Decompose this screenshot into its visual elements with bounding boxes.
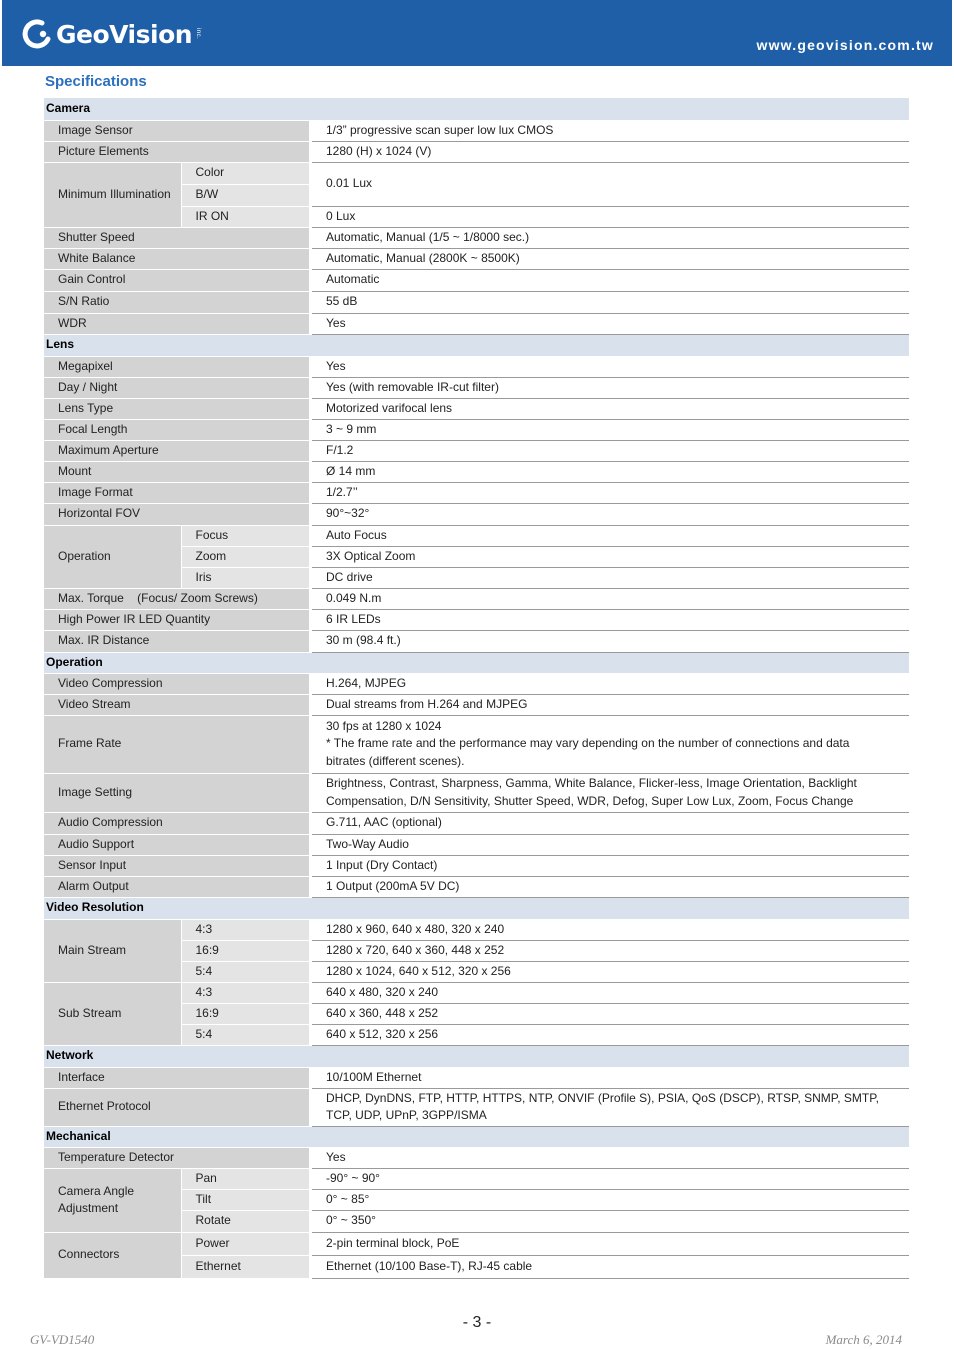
spec-label: Lens Type (44, 398, 309, 419)
table-row (44, 313, 909, 334)
spec-value: G.711, AAC (optional) (312, 812, 909, 834)
footer-date: March 6, 2014 (825, 1332, 902, 1347)
table-row (44, 356, 909, 377)
spec-value: Motorized varifocal lens (312, 398, 909, 419)
frame-rate-line-2: * The frame rate and the performance may vary depending on the number of connections and data bitrates (different scenes). (326, 736, 850, 768)
spec-value: 10/100M Ethernet (312, 1067, 909, 1088)
spec-label: Camera Angle Adjustment (44, 1168, 181, 1232)
category-mechanical: Mechanical (44, 1126, 909, 1147)
spec-value: 640 x 360, 448 x 252 (312, 1003, 909, 1024)
spec-label: Alarm Output (44, 876, 309, 897)
table-row (44, 141, 909, 162)
spec-label: Video Compression (44, 673, 309, 694)
table-row (44, 269, 909, 291)
table-row (44, 1232, 909, 1255)
table-row (44, 1147, 909, 1168)
spec-sublabel: 16:9 (181, 1003, 309, 1024)
table-row (44, 694, 909, 715)
spec-label: Mount (44, 461, 309, 482)
spec-value: Yes (312, 313, 909, 334)
spec-label: Focal Length (44, 419, 309, 440)
category-operation: Operation (44, 652, 909, 673)
table-row (44, 855, 909, 876)
spec-value: 640 x 512, 320 x 256 (312, 1024, 909, 1045)
table-row (44, 120, 909, 141)
spec-value: DHCP, DynDNS, FTP, HTTP, HTTPS, NTP, ONVIF (Profile S), PSIA, QoS (DSCP), RTSP, SNMP, SMTP, TCP, UDP, UPnP, 3GPP/ISMA (312, 1088, 909, 1126)
spec-value: DC drive (312, 567, 909, 588)
table-row (44, 525, 909, 546)
spec-sublabel: Zoom (181, 546, 309, 567)
spec-value: Dual streams from H.264 and MJPEG (312, 694, 909, 715)
spec-label: Day / Night (44, 377, 309, 398)
spec-label: White Balance (44, 248, 309, 269)
footer-model: GV-VD1540 (30, 1332, 95, 1347)
spec-value: Auto Focus (312, 525, 909, 546)
table-row (44, 503, 909, 525)
spec-label: Ethernet Protocol (44, 1088, 309, 1126)
spec-sublabel: Focus (181, 525, 309, 546)
spec-label: WDR (44, 313, 309, 334)
category-camera: Camera (44, 98, 909, 120)
page-title: Specifications (45, 73, 147, 90)
table-row (44, 588, 909, 609)
spec-value: Automatic (312, 269, 909, 291)
table-row (44, 982, 909, 1003)
table-row (44, 1088, 909, 1126)
table-row (44, 919, 909, 940)
table-row (44, 715, 909, 773)
spec-label: Interface (44, 1067, 309, 1088)
spec-value: Brightness, Contrast, Sharpness, Gamma, White Balance, Flicker-less, Image Orientation, Backlight Compensation, D/N Sensitivity, Shutter Speed, WDR, Defog, Super Low Lux, Zoom, Focus Change (312, 773, 909, 812)
table-row (44, 227, 909, 248)
table-row (44, 834, 909, 855)
category-network: Network (44, 1045, 909, 1067)
spec-value: 0° ~ 350° (312, 1210, 909, 1232)
spec-sublabel: 5:4 (181, 1024, 309, 1045)
spec-sublabel: 4:3 (181, 982, 309, 1003)
spec-label: Image Sensor (44, 120, 309, 141)
spec-label: Audio Compression (44, 812, 309, 834)
spec-value: Automatic, Manual (1/5 ~ 1/8000 sec.) (312, 227, 909, 248)
spec-label: Main Stream (44, 919, 181, 982)
spec-value: 1280 x 960, 640 x 480, 320 x 240 (312, 919, 909, 940)
spec-label: Max. IR Distance (44, 630, 309, 652)
spec-label: Audio Support (44, 834, 309, 855)
table-row (44, 1067, 909, 1088)
table-row (44, 162, 909, 184)
spec-label: Max. Torque (Focus/ Zoom Screws) (44, 588, 309, 609)
table-row (44, 248, 909, 269)
table-row (44, 812, 909, 834)
spec-value: Two-Way Audio (312, 834, 909, 855)
spec-value: 0.049 N.m (312, 588, 909, 609)
table-row (44, 609, 909, 630)
table-row (44, 876, 909, 897)
geovision-logo (20, 14, 201, 54)
spec-label: S/N Ratio (44, 291, 309, 313)
frame-rate-line-1: 30 fps at 1280 x 1024 (326, 718, 442, 733)
spec-value: -90° ~ 90° (312, 1168, 909, 1189)
spec-value: 1 Input (Dry Contact) (312, 855, 909, 876)
category-lens: Lens (44, 334, 909, 356)
brand-name: GeoVision (56, 19, 193, 49)
page-number: - 3 - (462, 1314, 492, 1331)
table-row (44, 482, 909, 503)
category-row (44, 98, 909, 120)
spec-label: Operation (44, 525, 181, 588)
spec-value: 3X Optical Zoom (312, 546, 909, 567)
spec-label: Image Setting (44, 773, 309, 812)
spec-sublabel: IR ON (181, 206, 309, 227)
spec-value: H.264, MJPEG (312, 673, 909, 694)
spec-value: 0° ~ 85° (312, 1189, 909, 1210)
spec-value: Yes (with removable IR-cut filter) (312, 377, 909, 398)
spec-value: 0 Lux (312, 206, 909, 227)
spec-value: 1280 x 720, 640 x 360, 448 x 252 (312, 940, 909, 961)
table-row (44, 461, 909, 482)
table-row (44, 773, 909, 812)
spec-value: Ø 14 mm (312, 461, 909, 482)
spec-value: Automatic, Manual (2800K ~ 8500K) (312, 248, 909, 269)
spec-value: 30 m (98.4 ft.) (312, 630, 909, 652)
spec-value: 1280 (H) x 1024 (V) (312, 141, 909, 162)
spec-sublabel: Color (181, 162, 309, 184)
spec-value: 640 x 480, 320 x 240 (312, 982, 909, 1003)
spec-sublabel: Ethernet (181, 1255, 309, 1278)
spec-sublabel: Pan (181, 1168, 309, 1189)
header-bar (2, 0, 952, 66)
spec-value: 0.01 Lux (312, 162, 909, 206)
spec-value: 1/2.7’’ (312, 482, 909, 503)
spec-value: 90°~32° (312, 503, 909, 525)
table-row (44, 419, 909, 440)
table-row (44, 377, 909, 398)
spec-label: Video Stream (44, 694, 309, 715)
table-row (44, 1168, 909, 1189)
spec-value: 1/3” progressive scan super low lux CMOS (312, 120, 909, 141)
table-row (44, 398, 909, 419)
geovision-logo-icon (20, 17, 54, 51)
spec-sublabel: Rotate (181, 1210, 309, 1232)
spec-label: Picture Elements (44, 141, 309, 162)
table-row (44, 440, 909, 461)
spec-value: 3 ~ 9 mm (312, 419, 909, 440)
table-row (44, 630, 909, 652)
brand-suffix: inc. (195, 28, 202, 40)
table-row (44, 291, 909, 313)
website-url[interactable]: www.geovision.com.tw (756, 37, 934, 53)
category-row (44, 652, 909, 673)
spec-value: 55 dB (312, 291, 909, 313)
spec-label: Sensor Input (44, 855, 309, 876)
spec-sublabel: Tilt (181, 1189, 309, 1210)
spec-sublabel: 4:3 (181, 919, 309, 940)
spec-label: Connectors (44, 1232, 181, 1278)
spec-label: Gain Control (44, 269, 309, 291)
category-row (44, 1126, 909, 1147)
spec-value: 1 Output (200mA 5V DC) (312, 876, 909, 897)
spec-value: 1280 x 1024, 640 x 512, 320 x 256 (312, 961, 909, 982)
spec-sublabel: Iris (181, 567, 309, 588)
spec-label: Megapixel (44, 356, 309, 377)
table-row (44, 673, 909, 694)
spec-value: Ethernet (10/100 Base-T), RJ-45 cable (312, 1255, 909, 1278)
category-row (44, 1045, 909, 1067)
spec-sublabel: 5:4 (181, 961, 309, 982)
spec-label: Frame Rate (44, 715, 309, 773)
category-row (44, 897, 909, 919)
spec-value: Yes (312, 356, 909, 377)
spec-value (312, 715, 909, 773)
category-video-resolution: Video Resolution (44, 897, 909, 919)
spec-label: Temperature Detector (44, 1147, 309, 1168)
spec-sublabel: Power (181, 1232, 309, 1255)
spec-label: Sub Stream (44, 982, 181, 1045)
spec-label: Shutter Speed (44, 227, 309, 248)
spec-label: Image Format (44, 482, 309, 503)
spec-value: 2-pin terminal block, PoE (312, 1232, 909, 1255)
spec-value: F/1.2 (312, 440, 909, 461)
spec-label: High Power IR LED Quantity (44, 609, 309, 630)
spec-sublabel: B/W (181, 184, 309, 206)
spec-value: Yes (312, 1147, 909, 1168)
spec-label: Maximum Aperture (44, 440, 309, 461)
specifications-table (44, 98, 909, 1279)
spec-sublabel: 16:9 (181, 940, 309, 961)
spec-label: Minimum Illumination (44, 162, 181, 227)
spec-value: 6 IR LEDs (312, 609, 909, 630)
spec-label: Horizontal FOV (44, 503, 309, 525)
category-row (44, 334, 909, 356)
